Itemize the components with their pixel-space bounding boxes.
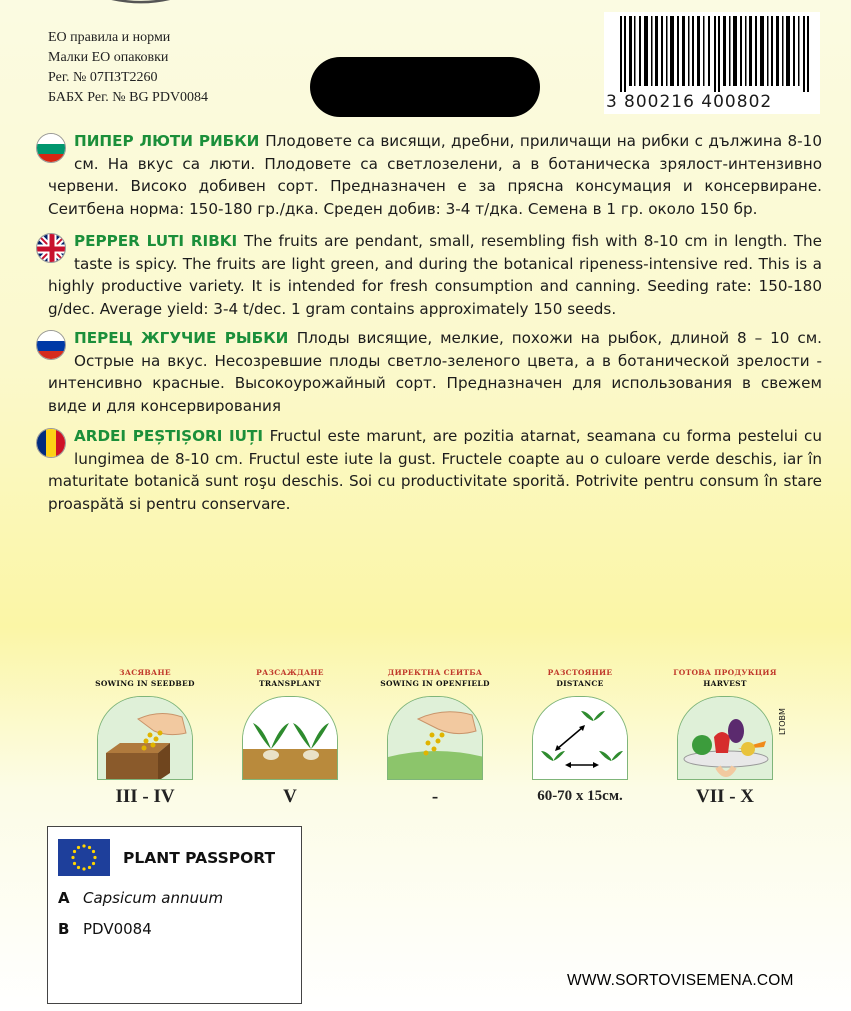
seedbed-sowing-icon (97, 696, 193, 780)
uk-flag-icon (36, 233, 66, 263)
hang-hole (310, 57, 540, 117)
variety-name: ARDEI PEȘTIȘORI IUȚI (74, 427, 270, 445)
step-title-bg: РАЗСАЖДАНЕ (256, 668, 324, 677)
description-english (48, 230, 822, 320)
step-title-bg: ЗАСЯВАНЕ (119, 668, 171, 677)
step-title-en: SOWING IN OPENFIELD (380, 679, 490, 688)
side-code: LTOBM (778, 708, 787, 735)
step-title-bg: РАЗСТОЯНИЕ (547, 668, 613, 677)
variety-name: ПЕРЕЦ ЖГУЧИЕ РЫБКИ (74, 329, 297, 347)
eu-rules-line: ЕО правила и норми (48, 30, 171, 45)
distance-icon (532, 696, 628, 780)
description-bulgarian (48, 130, 822, 220)
description-text: Плоды висящие, мелкие, похожи на рыбок, длиной 8 – 10 см. Острые на вкус. Несозревшие плоды светло-зеленого цвета, а в ботанической зрелости - интенсивно красные. Высокоурожайный сорт. Предназначен для использования в свежем виде и для консервирования (48, 329, 822, 415)
website-link[interactable]: WWW.SORTOVISEMENA.COM (567, 972, 794, 989)
passport-value: PDV0084 (83, 920, 152, 938)
barcode (604, 12, 820, 114)
step-value: VII - X (695, 786, 755, 807)
description-text: The fruits are pendant, small, resembling fish with 8-10 cm in length. The taste is spicy. The fruits are light green, and during the botanical ripeness-intensive red. This is a highly productive variety. It is intended for fresh consumption and canning. Seeding rate: 150-180 g/dec. Average yield: 3-4 t/dec. 1 gram contains approximately 150 seeds. (48, 232, 822, 318)
step-transplant (225, 668, 355, 808)
russian-flag-icon (36, 330, 66, 360)
description-text: Плодовете са висящи, дребни, приличащи на рибки с дължина 8-10 см. На вкус са люти. Плодовете са светлозелени, а в ботаническа зрялост-интензивно червени. Високо добивен сорт. Предназначен е за прясна консумация и консервиране. Сеитбена норма: 150-180 гр./дка. Среден добив: 3-4 т/дка. Семена в 1 гр. около 150 бр. (48, 132, 822, 218)
bulgarian-flag-icon (36, 133, 66, 163)
step-value: - (431, 786, 439, 807)
harvest-icon (677, 696, 773, 780)
eu-rules-line: БАБХ Рег. № BG PDV0084 (48, 90, 209, 105)
passport-row-a (58, 889, 223, 907)
transplant-icon (242, 696, 338, 780)
step-value: V (283, 786, 297, 807)
romanian-flag-icon (36, 428, 66, 458)
description-romanian (48, 425, 822, 515)
step-value: 60-70 x 15см. (537, 788, 623, 804)
step-distance (515, 668, 645, 805)
passport-key: A (58, 889, 70, 907)
eu-rules-block (48, 28, 208, 108)
barcode-bars (620, 16, 816, 92)
step-title-bg: ГОТОВА ПРОДУКЦИЯ (673, 668, 777, 677)
step-title-bg: ДИРЕКТНА СЕИТБА (387, 668, 483, 677)
step-title-en: TRANSPLANT (258, 679, 322, 688)
passport-title: PLANT PASSPORT (123, 849, 276, 867)
corner-curve-decoration (95, 0, 175, 12)
barcode-first-digit: 3 (606, 92, 617, 112)
open-field-sowing-icon (387, 696, 483, 780)
eu-rules-line: Малки ЕО опаковки (48, 50, 169, 65)
variety-name: PEPPER LUTI RIBKI (74, 232, 244, 250)
step-value: III - IV (115, 786, 175, 807)
step-title-en: DISTANCE (556, 679, 604, 688)
plant-passport (47, 826, 302, 1004)
barcode-number: 800216 400802 (624, 92, 773, 112)
eu-flag-icon (58, 839, 110, 876)
passport-row-b (58, 920, 152, 938)
description-russian (48, 327, 822, 417)
eu-rules-line: Рег. № 07ПЗТ2260 (48, 70, 158, 85)
passport-value: Capsicum annuum (83, 889, 224, 907)
passport-key: B (58, 920, 70, 938)
description-text: Fructul este marunt, are pozitia atarnat, seamana cu forma pestelui cu lungimea de 8-10 cm. Fructul este iute la gust. Fructele coapte au o culoare verde deschis, iar în maturitate botanică sunt roşu deschis. Soi cu productivitate sporită. Potrivite pentru consum în stare proaspătă si pentru conservare. (48, 427, 822, 513)
step-sowing-seedbed (80, 668, 210, 808)
growing-steps (80, 668, 800, 818)
step-title-en: SOWING IN SEEDBED (95, 679, 195, 688)
variety-name: ПИПЕР ЛЮТИ РИБКИ (74, 132, 266, 150)
step-title-en: HARVEST (703, 679, 747, 688)
step-sowing-openfield (370, 668, 500, 808)
step-harvest (660, 668, 790, 808)
